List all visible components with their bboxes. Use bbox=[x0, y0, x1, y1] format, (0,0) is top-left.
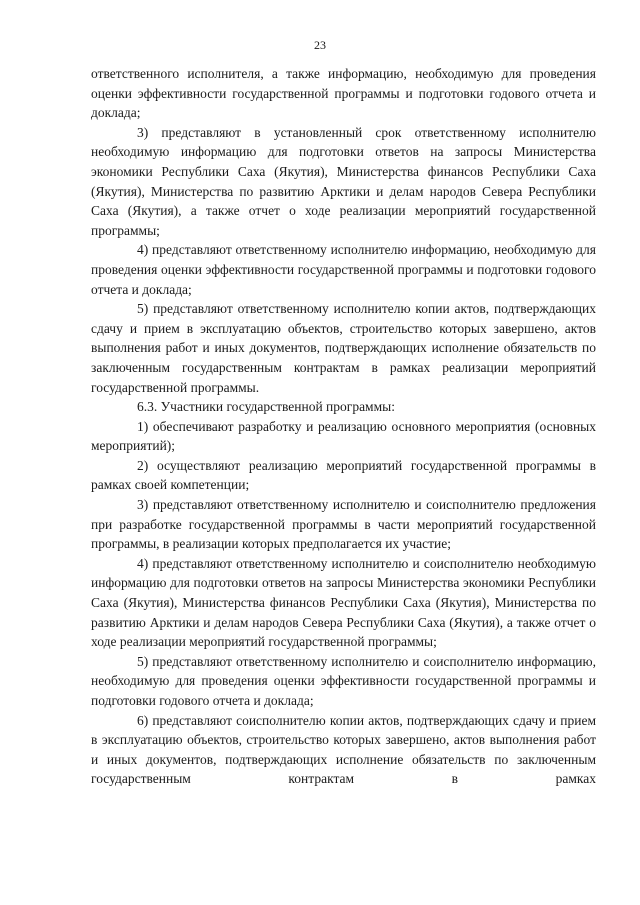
participants-item-2: 2) осуществляют реализацию мероприятий государственной программы в рамках своей компетенции; bbox=[91, 457, 596, 493]
section-heading-6-3: 6.3. Участники государственной программы: bbox=[137, 399, 395, 415]
paragraph-item-4: 4) представляют ответственному исполнителю информацию, необходимую для проведения оценки эффективности государственной программы и подготовки годового отчета и доклада; bbox=[91, 242, 596, 297]
paragraph-continuation: ответственного исполнителя, а также информацию, необходимую для проведения оценки эффективности государственной программы и подготовки годового отчета и доклада; bbox=[91, 66, 596, 121]
participants-item-5: 5) представляют ответственному исполнителю и соисполнителю информацию, необходимую для проведения оценки эффективности государственной программы и подготовки годового отчета и доклада; bbox=[91, 653, 596, 708]
paragraph-item-5: 5) представляют ответственному исполнителю копии актов, подтверждающих сдачу и прием в эксплуатацию объектов, строительство которых завершено, актов выполнения работ и иных документов, подтверждающих исполнение обязательств по заключенным государственным контрактам в рамках реализации мероприятий государственной программы. bbox=[91, 301, 596, 395]
participants-item-1: 1) обеспечивают разработку и реализацию основного мероприятия (основных мероприятий); bbox=[91, 418, 596, 454]
page-number: 23 bbox=[314, 38, 326, 52]
participants-item-6: 6) представляют соисполнителю копии актов, подтверждающих сдачу и прием в эксплуатацию объектов, строительство которых завершено, актов выполнения работ и иных документов, подтверждающих исполнение обязательств по заключенным государственным контрактам в рамках bbox=[91, 712, 596, 787]
participants-item-3: 3) представляют ответственному исполнителю и соисполнителю предложения при разработке государственной программы в части мероприятий государственной программы, в реализации которых предполагается их участие; bbox=[91, 497, 596, 552]
participants-item-4: 4) представляют ответственному исполнителю и соисполнителю необходимую информацию для подготовки ответов на запросы Министерства экономики Республики Саха (Якутия), Министерства финансов Республики Саха (Якутия), Министерства по развитию Арктики и делам народов Севера Республики Саха (Якутия), а также отчет о ходе реализации мероприятий государственной программы; bbox=[91, 555, 596, 650]
paragraph-item-3: 3) представляют в установленный срок ответственному исполнителю необходимую информацию для подготовки ответов на запросы Министерства экономики Республики Саха (Якутия), Министерства финансов Республики Саха (Якутия), Министерства по развитию Арктики и делам народов Севера Республики Саха (Якутия), а также отчет о ходе реализации мероприятий государственной программы; bbox=[91, 124, 596, 238]
document-body bbox=[91, 64, 596, 789]
